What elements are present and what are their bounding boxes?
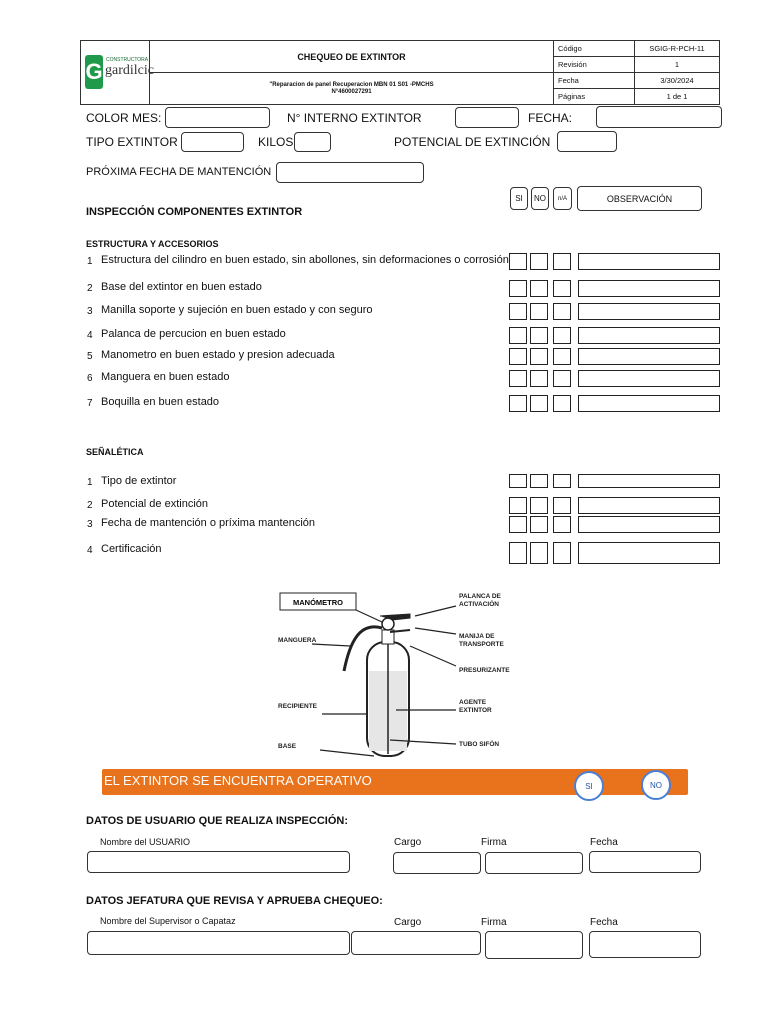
usuario-cargo-label: Cargo <box>394 837 422 848</box>
check-no[interactable] <box>530 253 548 270</box>
item-text: Certificación <box>101 543 162 555</box>
usuario-title: DATOS DE USUARIO QUE REALIZA INSPECCIÓN: <box>86 815 348 827</box>
item-number: 1 <box>87 477 93 488</box>
meta-label: Fecha <box>554 73 635 89</box>
check-si[interactable] <box>509 303 527 320</box>
check-si[interactable] <box>509 395 527 412</box>
jefatura-nombre-label: Nombre del Supervisor o Capataz <box>100 916 236 926</box>
palanca-label-2: ACTIVACIÓN <box>459 601 499 608</box>
item-number: 4 <box>87 330 93 341</box>
check-no[interactable] <box>530 516 548 533</box>
usuario-nombre-input[interactable] <box>87 851 350 873</box>
section-signage-title: SEÑALÉTICA <box>86 447 144 457</box>
tubo-label: TUBO SIFÓN <box>459 741 500 748</box>
item-number: 4 <box>87 545 93 556</box>
jefatura-firma-label: Firma <box>481 917 507 928</box>
observation-field[interactable] <box>578 516 720 533</box>
observation-field[interactable] <box>578 370 720 387</box>
col-no: NO <box>531 187 549 210</box>
item-number: 1 <box>87 256 93 267</box>
manija-label: MANIJA DE <box>459 633 495 640</box>
item-number: 2 <box>87 500 93 511</box>
operativo-text: EL EXTINTOR SE ENCUENTRA OPERATIVO <box>104 773 372 788</box>
item-number: 3 <box>87 519 93 530</box>
check-na[interactable] <box>553 327 571 344</box>
item-number: 6 <box>87 373 93 384</box>
recipiente-label: RECIPIENTE <box>278 703 318 710</box>
usuario-firma-input[interactable] <box>485 852 583 874</box>
observation-field[interactable] <box>578 497 720 514</box>
meta-label: Código <box>554 41 635 57</box>
item-text: Palanca de percucion en buen estado <box>101 328 286 340</box>
observation-field[interactable] <box>578 474 720 488</box>
observation-field[interactable] <box>578 280 720 297</box>
check-si[interactable] <box>509 542 527 564</box>
kilos-label: KILOS <box>258 135 294 149</box>
section-structure-title: ESTRUCTURA Y ACCESORIOS <box>86 239 219 249</box>
observation-field[interactable] <box>578 348 720 365</box>
observation-field[interactable] <box>578 542 720 564</box>
observation-field[interactable] <box>578 303 720 320</box>
check-na[interactable] <box>553 497 571 514</box>
col-observacion: OBSERVACIÓN <box>577 186 702 211</box>
kilos-input[interactable] <box>294 132 331 152</box>
jefatura-firma-input[interactable] <box>485 931 583 959</box>
n-interno-input[interactable] <box>455 107 519 128</box>
check-si[interactable] <box>509 497 527 514</box>
jefatura-title: DATOS JEFATURA QUE REVISA Y APRUEBA CHEQUEO: <box>86 895 383 907</box>
check-no[interactable] <box>530 303 548 320</box>
proxima-fecha-input[interactable] <box>276 162 424 183</box>
form-title: CHEQUEO DE EXTINTOR <box>150 41 554 73</box>
check-no[interactable] <box>530 497 548 514</box>
inspection-title: INSPECCIÓN COMPONENTES EXTINTOR <box>86 206 303 218</box>
item-text: Tipo de extintor <box>101 475 177 487</box>
usuario-cargo-input[interactable] <box>393 852 481 874</box>
tipo-extintor-label: TIPO EXTINTOR <box>86 135 178 149</box>
observation-field[interactable] <box>578 327 720 344</box>
meta-label: Revisión <box>554 57 635 73</box>
item-text: Manilla soporte y sujeción en buen estado y con seguro <box>101 304 373 316</box>
manija-label-2: TRANSPORTE <box>459 641 504 648</box>
jefatura-fecha-input[interactable] <box>589 931 701 958</box>
check-no[interactable] <box>530 542 548 564</box>
potencial-label: POTENCIAL DE EXTINCIÓN <box>394 135 551 149</box>
item-number: 2 <box>87 283 93 294</box>
item-number: 5 <box>87 351 93 362</box>
check-si[interactable] <box>509 253 527 270</box>
manometro-label: MANÓMETRO <box>293 598 343 607</box>
operativo-si[interactable]: SI <box>574 771 604 801</box>
check-na[interactable] <box>553 253 571 270</box>
palanca-label: PALANCA DE <box>459 593 501 600</box>
item-text: Boquilla en buen estado <box>101 396 220 408</box>
manguera-label: MANGUERA <box>278 637 317 644</box>
proxima-fecha-label: PRÓXIMA FECHA DE MANTENCIÓN <box>86 166 272 178</box>
item-text: Potencial de extinción <box>101 498 209 510</box>
jefatura-fecha-label: Fecha <box>590 917 618 928</box>
item-number: 3 <box>87 306 93 317</box>
usuario-nombre-label: Nombre del USUARIO <box>100 837 191 847</box>
usuario-firma-label: Firma <box>481 837 507 848</box>
base-label: BASE <box>278 743 297 750</box>
check-no[interactable] <box>530 348 548 365</box>
color-mes-input[interactable] <box>165 107 270 128</box>
meta-value: 1 <box>635 57 720 73</box>
col-si: SI <box>510 187 528 210</box>
check-na[interactable] <box>553 370 571 387</box>
check-si[interactable] <box>509 370 527 387</box>
check-si[interactable] <box>509 280 527 297</box>
check-na[interactable] <box>553 395 571 412</box>
check-si[interactable] <box>509 516 527 533</box>
meta-value: 1 de 1 <box>635 89 720 105</box>
check-no[interactable] <box>530 280 548 297</box>
jefatura-nombre-input[interactable] <box>87 931 350 955</box>
check-no[interactable] <box>530 474 548 488</box>
item-text: Base del extintor en buen estado <box>101 281 262 293</box>
item-number: 7 <box>87 398 93 409</box>
check-na[interactable] <box>553 542 571 564</box>
project-subtitle: "Reparacion de panel Recuperacion MBN 01 S01 -PMCHS N°4600027291 <box>150 73 554 105</box>
fecha-input[interactable] <box>596 106 722 128</box>
agente-label: AGENTE <box>459 699 487 706</box>
observation-field[interactable] <box>578 253 720 270</box>
check-no[interactable] <box>530 395 548 412</box>
check-na[interactable] <box>553 474 571 488</box>
tipo-extintor-input[interactable] <box>181 132 244 152</box>
check-si[interactable] <box>509 474 527 488</box>
check-na[interactable] <box>553 348 571 365</box>
item-text: Estructura del cilindro en buen estado, sin abollones, sin deformaciones o corrosión <box>101 254 509 266</box>
item-text: Manguera en buen estado <box>101 371 230 383</box>
jefatura-cargo-input[interactable] <box>351 931 481 955</box>
jefatura-cargo-label: Cargo <box>394 917 422 928</box>
check-no[interactable] <box>530 370 548 387</box>
check-no[interactable] <box>530 327 548 344</box>
usuario-fecha-input[interactable] <box>589 851 701 873</box>
color-mes-label: COLOR MES: <box>86 111 162 125</box>
company-logo: G CONSTRUCTORA gardilcic <box>81 41 150 105</box>
fecha-label: FECHA: <box>528 111 573 125</box>
usuario-fecha-label: Fecha <box>590 837 618 848</box>
check-si[interactable] <box>509 327 527 344</box>
extinguisher-diagram <box>270 586 530 762</box>
check-si[interactable] <box>509 348 527 365</box>
n-interno-label: N° INTERNO EXTINTOR <box>287 111 422 125</box>
check-na[interactable] <box>553 280 571 297</box>
item-text: Manometro en buen estado y presion adecuada <box>101 349 335 361</box>
col-na: n/A <box>553 187 572 210</box>
meta-value: SGIG-R-PCH-11 <box>635 41 720 57</box>
potencial-input[interactable] <box>557 131 617 152</box>
check-na[interactable] <box>553 516 571 533</box>
presurizante-label: PRESURIZANTE <box>459 667 510 674</box>
meta-value: 3/30/2024 <box>635 73 720 89</box>
agente-label-2: EXTINTOR <box>459 707 492 714</box>
observation-field[interactable] <box>578 395 720 412</box>
header-table <box>80 40 720 105</box>
check-na[interactable] <box>553 303 571 320</box>
operativo-no[interactable]: NO <box>641 770 671 800</box>
meta-label: Páginas <box>554 89 635 105</box>
item-text: Fecha de mantención o príxima mantención <box>101 517 316 529</box>
